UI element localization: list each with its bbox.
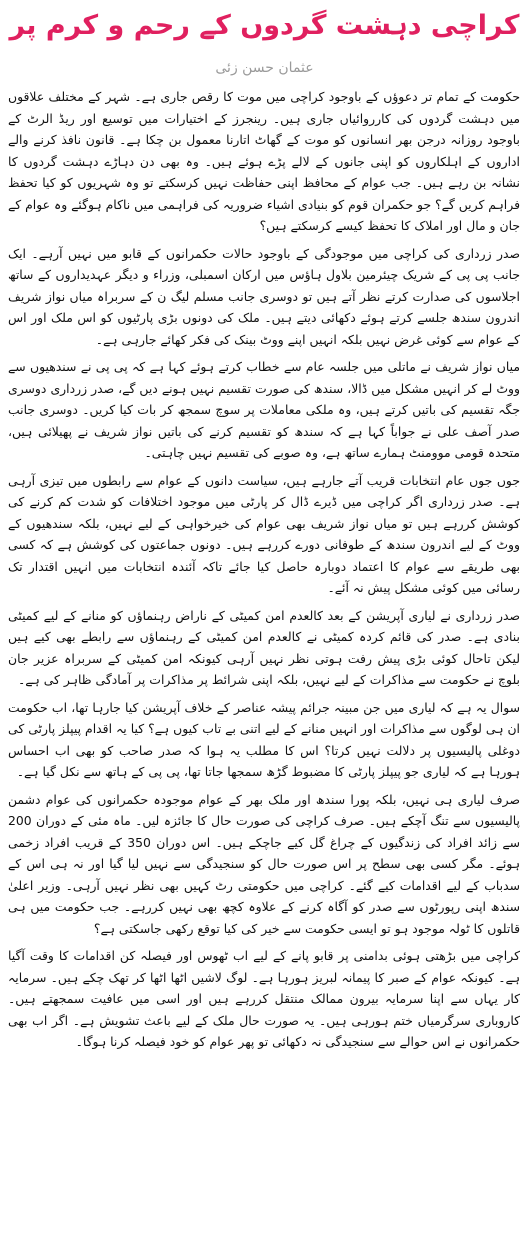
article-paragraph: سوال یہ ہے کہ لیاری میں جن مبینہ جرائم پیشہ عناصر کے خلاف آپریشن کیا جارہا تھا، اب حکومت ان ہی لوگوں سے مذاکرات اور انہیں منانے کے لیے اتنی بے تاب کیوں ہے؟ کیا یہ اقدام پیپلز پارٹی کی دوغلی پالیسیوں پر دلالت نہیں کرتا؟ اس کا مطلب یہ ہوا کہ صدر صاحب کو بھی اب احساس ہورہا ہے کہ لیاری جو پیپلز پارٹی کا مضبوط گڑھ سمجھا جاتا تھا، پی پی کے ہاتھ سے نکل گیا ہے۔ (8, 699, 520, 779)
article-paragraph: صرف لیاری ہی نہیں، بلکہ پورا سندھ اور ملک بھر کے عوام موجودہ حکمرانوں کی عوام دشمن پالیسیوں سے تنگ آچکے ہیں۔ صرف کراچی کی صورت حال کا جائزہ لیں۔ ماہ مئی کے دوران 200 سے زائد افراد کی زندگیوں کے چراغ گل کیے جاچکے ہیں۔ اس دوران 350 کے قریب افراد زخمی ہوئے۔ مگر کسی بھی سطح پر اس صورت حال کو سنجیدگی سے نہیں لیا گیا اور نہ ہی اس کے سدباب کے لیے اقدامات کیے گئے۔ کراچی میں حکومتی رٹ کہیں بھی نظر نہیں آرہی۔ وزیر اعلیٰ سندھ اپنی رپورٹوں سے صدر کو آگاہ کرنے کے علاوہ کچھ بھی نہیں کررہے۔ جب حکومت میں ہی قاتلوں کا ٹولہ موجود ہو تو ایسی حکومت سے خیر کی کیا توقع رکھی جاسکتی ہے؟ (8, 791, 520, 936)
article-paragraph: میاں نواز شریف نے ماتلی میں جلسہ عام سے خطاب کرتے ہوئے کہا ہے کہ پی پی نے سندھیوں سے ووٹ لے کر انہیں مشکل میں ڈالا، سندھ کی صورت تقسیم نہیں ہونے دیں گے، صدر زرداری دوسری جگہ تقسیم کی باتیں کرتے ہیں، وہ ملکی معاملات پر سوچ سمجھ کر بات کیا کریں۔ دوسری جانب صدر آصف علی نے جواباً کہا ہے کہ سندھ کو تقسیم کرنے کی باتیں نواز شریف نے پھیلائی ہیں، متحدہ قومی موومنٹ ہمارے ساتھ ہے، وہ صوبے کی تقسیم نہیں چاہتی۔ (8, 359, 520, 460)
article-author: عثمان حسن زئی (215, 60, 314, 76)
article-paragraph: حکومت کے تمام تر دعوؤں کے باوجود کراچی میں موت کا رقص جاری ہے۔ شہر کے مختلف علاقوں میں دہشت گردوں کی کارروائیاں جاری ہیں۔ رینجرز کے اختیارات میں توسیع اور ریڈ الرٹ کے باوجود روزانہ درجن بھر انسانوں کو موت کے گھاٹ اتارنا معمول بن چکا ہے۔ قانون نافذ کرنے والے اداروں کے اہلکاروں کو اپنی جانوں کے لالے پڑے ہوئے ہیں۔ وہ بھی دن دہاڑے دہشت گردوں کا نشانہ بن رہے ہیں۔ جب عوام کے محافظ اپنی حفاظت نہیں کرسکتے تو وہ شہریوں کو کیا تحفظ فراہم کریں گے؟ جو حکمران قوم کو بنیادی اشیاء ضروریہ کی فراہمی میں ناکام ہوگئے وہ عوام کے جان و مال اور املاک کا تحفظ کیسے کرسکتے ہیں؟ (8, 89, 520, 233)
article-title: کراچی دہشت گردوں کے رحم و کرم پر (9, 10, 520, 41)
article-paragraph: کراچی میں بڑھتی ہوئی بدامنی پر قابو پانے کے لیے اب ٹھوس اور فیصلہ کن اقدامات کا وقت آگیا ہے۔ کیونکہ عوام کے صبر کا پیمانہ لبریز ہورہا ہے۔ لوگ لاشیں اٹھا اٹھا کر تھک چکے ہیں۔ سرمایہ کار یہاں سے اپنا سرمایہ بیرون ممالک منتقل کررہے ہیں اور اسی میں عافیت سمجھتے ہیں۔ کاروباری سرگرمیاں ختم ہورہی ہیں۔ یہ صورت حال ملک کے لیے باعث تشویش ہے۔ اگر اب بھی حکمرانوں نے اس حوالے سے سنجیدگی نہ دکھائی تو پھر عوام کو خود فیصلہ کرنا ہوگا۔ (8, 948, 520, 1049)
article-body (8, 86, 520, 1256)
article-paragraph: صدر زرداری نے لیاری آپریشن کے بعد کالعدم امن کمیٹی کے ناراض رہنماؤں کو منانے کے لیے کمیٹی بنادی ہے۔ صدر کی قائم کردہ کمیٹی نے کالعدم امن کمیٹی کے رہنماؤں سے رابطے بھی کیے ہیں لیکن تاحال کوئی بڑی پیش رفت ہوتی نظر نہیں آرہی کیونکہ امن کمیٹی کے سربراہ عزیر جان بلوچ نے حکومت سے مذاکرات کے لیے نہیں، بلکہ اپنی شرائط پر مذاکرات پر آمادگی ظاہر کی ہے۔ (8, 607, 520, 687)
article-paragraph: جوں جوں عام انتخابات قریب آتے جارہے ہیں، سیاست دانوں کے عوام سے رابطوں میں تیزی آرہی ہے۔ صدر زرداری اگر کراچی میں ڈیرے ڈال کر پارٹی میں موجود اختلافات کو شدت کم کرنے کی کوشش کررہے ہیں تو میاں نواز شریف بھی عوام کی خیرخواہی کے لیے نہیں، بلکہ سندھیوں کے ووٹ کے لیے اندرون سندھ کے طوفانی دورے کررہے ہیں۔ دونوں جماعتوں کی کوشش ہے کہ کسی بھی طریقے سے عوام کا اعتماد دوبارہ حاصل کیا جائے تاکہ آئندہ انتخابات میں انہیں اقتدار تک رسائی میں کوئی مشکل پیش نہ آئے۔ (8, 472, 520, 595)
article-paragraph: صدر زرداری کی کراچی میں موجودگی کے باوجود حالات حکمرانوں کے قابو میں نہیں آرہے۔ ایک جانب پی پی کے شریک چیئرمین بلاول ہاؤس میں ارکان اسمبلی، وزراء و دیگر عہدیداروں کے ساتھ اجلاسوں کی صدارت کرتے نظر آتے ہیں تو دوسری جانب مسلم لیگ ن کے سربراہ میاں نواز شریف اندرون سندھ جلسے کرتے ہوئے دکھائی دیتے ہیں۔ ملک کی دونوں بڑی پارٹیوں کو اس ملک اور اس کے عوام سے کوئی غرض نہیں بلکہ انہیں اپنے ووٹ بینک کی فکر کھائے جارہی ہے۔ (8, 245, 520, 347)
